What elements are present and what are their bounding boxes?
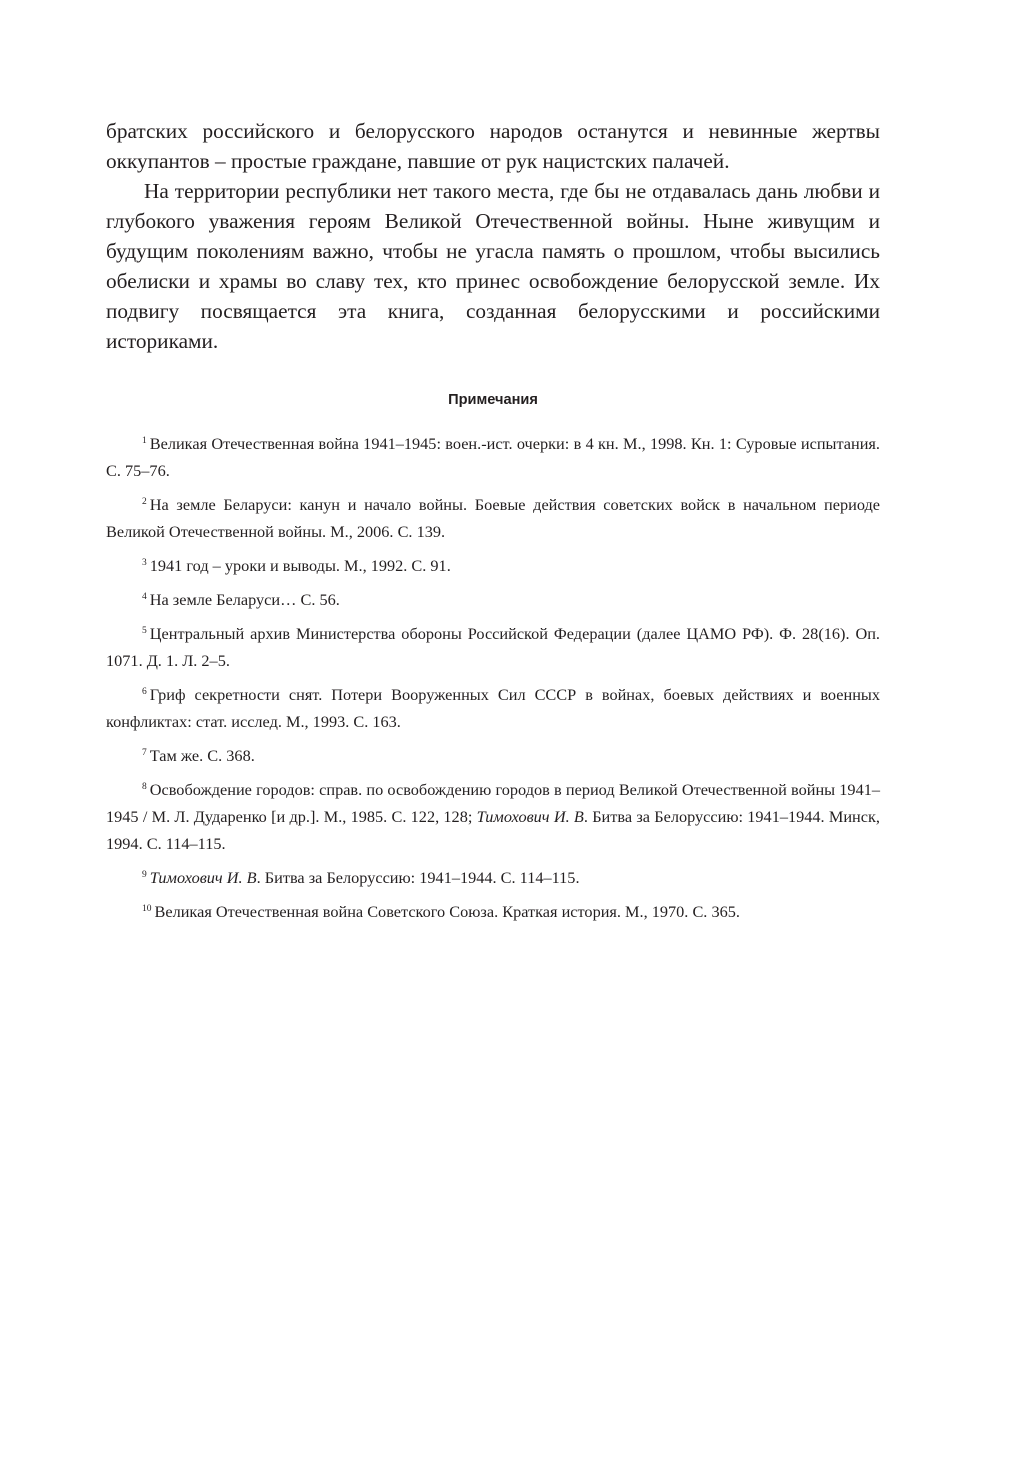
note-text: Освобождение городов: справ. по освобождению городов в период Великой Отечественной войны 1941–1945 / М. Л. Дударенко [и др.]. М., 1985. С. 122, 128; bbox=[106, 780, 880, 826]
note-number: 10 bbox=[142, 904, 152, 914]
note-number: 4 bbox=[142, 592, 147, 602]
note-item bbox=[106, 898, 880, 925]
notes-heading: Примечания bbox=[448, 392, 538, 408]
note-text: Там же. С. 368. bbox=[149, 746, 255, 765]
note-item bbox=[106, 776, 880, 857]
note-item bbox=[106, 864, 880, 891]
note-number: 9 bbox=[142, 870, 147, 880]
note-item bbox=[106, 552, 880, 579]
note-number: 5 bbox=[142, 626, 147, 636]
note-text: На земле Беларуси: канун и начало войны. Боевые действия советских войск в начальном периоде Великой Отечественной войны. М., 2006. С. 139. bbox=[106, 495, 880, 541]
note-number: 3 bbox=[142, 558, 147, 568]
notes-list bbox=[106, 430, 880, 925]
note-number: 1 bbox=[142, 436, 147, 446]
note-item bbox=[106, 430, 880, 484]
note-text: 1941 год – уроки и выводы. М., 1992. С. 91. bbox=[149, 556, 451, 575]
body-paragraph: братских российского и белорусского народов останутся и невинные жертвы оккупантов – простые граждане, павшие от рук нацистских палачей. bbox=[106, 119, 880, 173]
note-text: Центральный архив Министерства обороны Российской Федерации (далее ЦАМО РФ). Ф. 28(16). Оп. 1071. Д. 1. Л. 2–5. bbox=[106, 624, 880, 670]
note-text: Великая Отечественная война 1941–1945: воен.-ист. очерки: в 4 кн. М., 1998. Кн. 1: Суровые испытания. С. 75–76. bbox=[106, 434, 880, 480]
body-text bbox=[106, 116, 880, 356]
note-text-after: . Битва за Белоруссию: 1941–1944. С. 114–115. bbox=[256, 868, 580, 887]
note-author: Тимохович И. В bbox=[149, 868, 257, 887]
body-paragraph: На территории республики нет такого места, где бы не отдавалась дань любви и глубокого уважения героям Великой Отечественной войны. Ныне живущим и будущим поколениям важно, чтобы не угасла память о прошлом, чтобы высились обелиски и храмы во славу тех, кто принес освобождение белорусской земле. Их подвигу посвящается эта книга, созданная белорусскими и российскими историками. bbox=[106, 179, 880, 353]
note-number: 2 bbox=[142, 497, 147, 507]
note-author: Тимохович И. В bbox=[476, 807, 584, 826]
note-item bbox=[106, 586, 880, 613]
note-item bbox=[106, 620, 880, 674]
note-text: Гриф секретности снят. Потери Вооруженных Сил СССР в войнах, боевых действиях и военных конфликтах: стат. исслед. М., 1993. С. 163. bbox=[106, 685, 880, 731]
note-item bbox=[106, 742, 880, 769]
note-number: 7 bbox=[142, 748, 147, 758]
document-page bbox=[106, 116, 880, 932]
note-text: Великая Отечественная война Советского Союза. Краткая история. М., 1970. С. 365. bbox=[154, 902, 740, 921]
note-item bbox=[106, 681, 880, 735]
note-number: 6 bbox=[142, 687, 147, 697]
note-item bbox=[106, 491, 880, 545]
note-text: На земле Беларуси… С. 56. bbox=[149, 590, 340, 609]
note-text-after: . Битва за Белоруссию: 1941–1944. Минск, 1994. С. 114–115. bbox=[106, 807, 880, 853]
note-number: 8 bbox=[142, 782, 147, 792]
